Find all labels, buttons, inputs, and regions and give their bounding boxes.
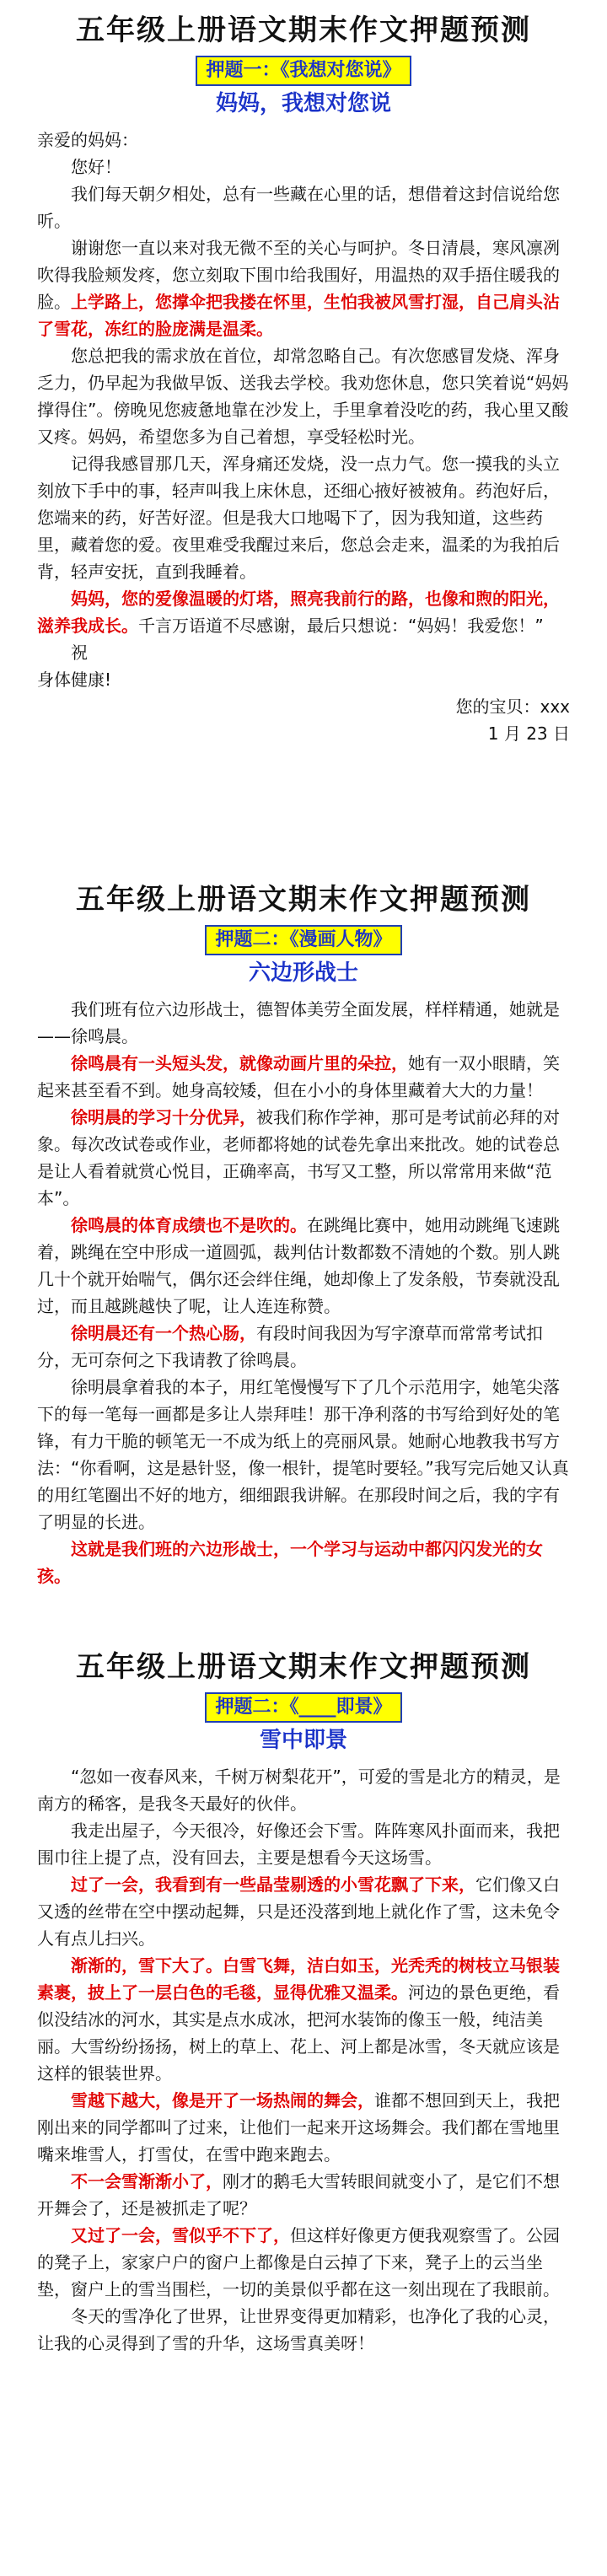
highlight-text: 徐鸣晨有一头短头发，就像动画片里的朵拉， [71, 1053, 408, 1073]
highlight-text: 上学路上，您撑伞把我搂在怀里，生怕我被风雪打湿，自己肩头沾了雪花，冻红的脸庞满是温柔。 [37, 292, 560, 339]
essay-section-3 [0, 1648, 607, 2357]
closing-wish: 身体健康! [37, 670, 112, 690]
paragraph: 我走出屋子，今天很冷，好像还会下雪。阵阵寒风扑面而来，我把围巾往上提了点，没有回去，主要是想看今天这场雪。 [37, 1820, 560, 1868]
paragraph: 记得我感冒那几天，浑身痛还发烧，没一点力气。您一摸我的头立刻放下手中的事，轻声叫我上床休息，还细心掖好被被角。药泡好后，您端来的药，好苦好涩。但是我大口地喝下了，因为我知道，这些药里，藏着您的爱。夜里难受我醒过来后，您总会走来，温柔的为我拍后背，轻声安抚，直到我睡着。 [37, 454, 560, 582]
paragraph-text: 她有一双小眼睛，笑起来甚至看不到。她身高较矮，但在小小的身体里藏着大大的力量！ [37, 1053, 560, 1100]
paragraph: 冬天的雪净化了世界，让世界变得更加精彩，也净化了我的心灵，让我的心灵得到了雪的升华，这场雪真美呀！ [37, 2306, 560, 2353]
paragraph [37, 1871, 570, 1952]
paragraph-text: 刚才的鹅毛大雪转眼间就变小了，是它们不想开舞会了，还是被抓走了呢？ [37, 2171, 560, 2218]
paragraph [37, 2087, 570, 2168]
paragraph [37, 1050, 570, 1104]
highlight-text: 又过了一会，雪似乎不下了， [71, 2225, 290, 2245]
signature: 您的宝贝：xxx [455, 696, 570, 717]
paragraph-text: 谢谢您一直以来对我无微不至的关心与呵护。冬日清晨，寒风凛冽吹得我脸颊发疼，您立刻取下围巾给我围好，用温热的双手捂住暖我的脸。 [37, 238, 560, 312]
paragraph [37, 585, 570, 639]
highlight-text: 妈妈，您的爱像温暖的灯塔，照亮我前行的路，也像和煦的阳光，滋养我成长。 [37, 589, 560, 636]
topic-label: 押题二：《漫画人物》 [205, 925, 401, 955]
paragraph: 我们班有位六边形战士，德智体美劳全面发展，样样精通，她就是——徐鸣晨。 [37, 999, 560, 1046]
paragraph-text: 但这样好像更方便我观察雪了。公园的凳子上，家家户户的窗户上都像是白云掉了下来，凳子上的云当坐垫，窗户上的雪当围栏，一切的美景似乎都在这一刻出现在了我眼前。 [37, 2225, 560, 2299]
paragraph [37, 2168, 570, 2222]
highlight-text: 雪越下越大，像是开了一场热闹的舞会， [71, 2090, 374, 2111]
section-title: 五年级上册语文期末作文押题预测 [76, 883, 531, 917]
topic-label: 押题一：《我想对您说》 [196, 56, 411, 86]
paragraph: 这就是我们班的六边形战士，一个学习与运动中都闪闪发光的女孩。 [37, 1539, 543, 1586]
highlight-text: 徐明晨的学习十分优异， [71, 1107, 256, 1127]
essay-body [37, 126, 570, 747]
essay-subtitle: 六边形战士 [248, 960, 358, 986]
paragraph: 徐明晨拿着我的本子，用红笔慢慢写下了几个示范用字，她笔尖落下的每一笔每一画都是多让人崇拜哇！那干净利落的书写给到好处的笔锋，有力干脆的顿笔无一不成为纸上的亮丽风景。她耐心地教我书写方法：“你看啊，这是悬针竖，像一根针，提笔时要轻。”我写完后她又认真的用红笔圈出不好的地方，细细跟我讲解。在那段时间之后，我的字有了明显的长进。 [37, 1377, 569, 1532]
paragraph [37, 2222, 570, 2303]
paragraph-text: 它们像又白又透的丝带在空中摆动起舞，只是还没落到地上就化作了雪，这未免令人有点儿扫兴。 [37, 1874, 560, 1949]
essay-body [37, 996, 570, 1589]
essay-subtitle: 雪中即景 [259, 1728, 347, 1753]
closing: 祝 [71, 643, 88, 663]
highlight-text: 不一会雪渐渐小了， [71, 2171, 223, 2191]
paragraph [37, 1212, 570, 1320]
paragraph [37, 1952, 570, 2087]
highlight-text: 徐明晨还有一个热心肠， [71, 1323, 256, 1343]
paragraph: 您总把我的需求放在首位，却常忽略自己。有次您感冒发烧、浑身乏力，仍早起为我做早饭、送我去学校。我劝您休息，您只笑着说“妈妈撑得住”。傍晚见您疲惫地靠在沙发上，手里拿着没吃的药，我心里又酸又疼。妈妈，希望您多为自己着想，享受轻松时光。 [37, 346, 569, 447]
topic-label: 押题二：《____即景》 [205, 1692, 401, 1723]
section-title: 五年级上册语文期末作文押题预测 [76, 1650, 531, 1684]
essay-body [37, 1763, 570, 2357]
paragraph-text: 有段时间我因为写字潦草而常常考试扣分，无可奈何之下我请教了徐鸣晨。 [37, 1323, 543, 1370]
greeting: 您好！ [71, 157, 121, 177]
essay-section-1 [0, 12, 607, 747]
paragraph-text: 被我们称作学神，那可是考试前必拜的对象。每次改试卷或作业，老师都将她的试卷先拿出来批改。她的试卷总是让人看着就赏心悦目，正确率高，书写又工整，所以常常用来做“范本”。 [37, 1107, 560, 1208]
essay-section-2 [0, 881, 607, 1589]
essay-subtitle: 妈妈，我想对您说 [215, 91, 391, 116]
paragraph-text: 谁都不想回到天上，我把刚出来的同学都叫了过来，让他们一起来开这场舞会。我们都在雪地里嘴来堆雪人，打雪仗，在雪中跑来跑去。 [37, 2090, 560, 2165]
salutation: 亲爱的妈妈： [37, 130, 138, 150]
section-title: 五年级上册语文期末作文押题预测 [76, 13, 531, 47]
paragraph [37, 234, 570, 342]
paragraph: 我们每天朝夕相处，总有一些藏在心里的话，想借着这封信说给您听。 [37, 184, 560, 231]
highlight-text: 过了一会，我看到有一些晶莹剔透的小雪花飘了下来， [71, 1874, 475, 1895]
paragraph-text: 在跳绳比赛中，她用动跳绳飞速跳着，跳绳在空中形成一道圆弧，裁判估计数都数不清她的个数。别人跳几十个就开始喘气，偶尔还会绊住绳，她却像上了发条般，节奏就没乱过，而且越跳越快了呢，让人连连称赞。 [37, 1215, 560, 1316]
paragraph-text: 河边的景色更绝，看似没结冰的河水，其实是点水成冰，把河水装饰的像玉一般，纯洁美丽。大雪纷纷扬扬，树上的草上、花上、河上都是冰雪，冬天就应该是这样的银装世界。 [37, 1982, 560, 2084]
paragraph [37, 1320, 570, 1374]
paragraph [37, 1104, 570, 1212]
paragraph-text: 千言万语道不尽感谢，最后只想说：“妈妈！我爱您！” [138, 616, 544, 636]
paragraph: “忽如一夜春风来，千树万树梨花开”，可爱的雪是北方的精灵，是南方的稀客，是我冬天最好的伙伴。 [37, 1767, 561, 1814]
date: 1 月 23 日 [487, 723, 570, 744]
highlight-text: 渐渐的，雪下大了。白雪飞舞，洁白如玉，光秃秃的树枝立马银装素裹，披上了一层白色的毛毯，显得优雅又温柔。 [37, 1955, 560, 2003]
highlight-text: 徐鸣晨的体育成绩也不是吹的。 [71, 1215, 307, 1235]
